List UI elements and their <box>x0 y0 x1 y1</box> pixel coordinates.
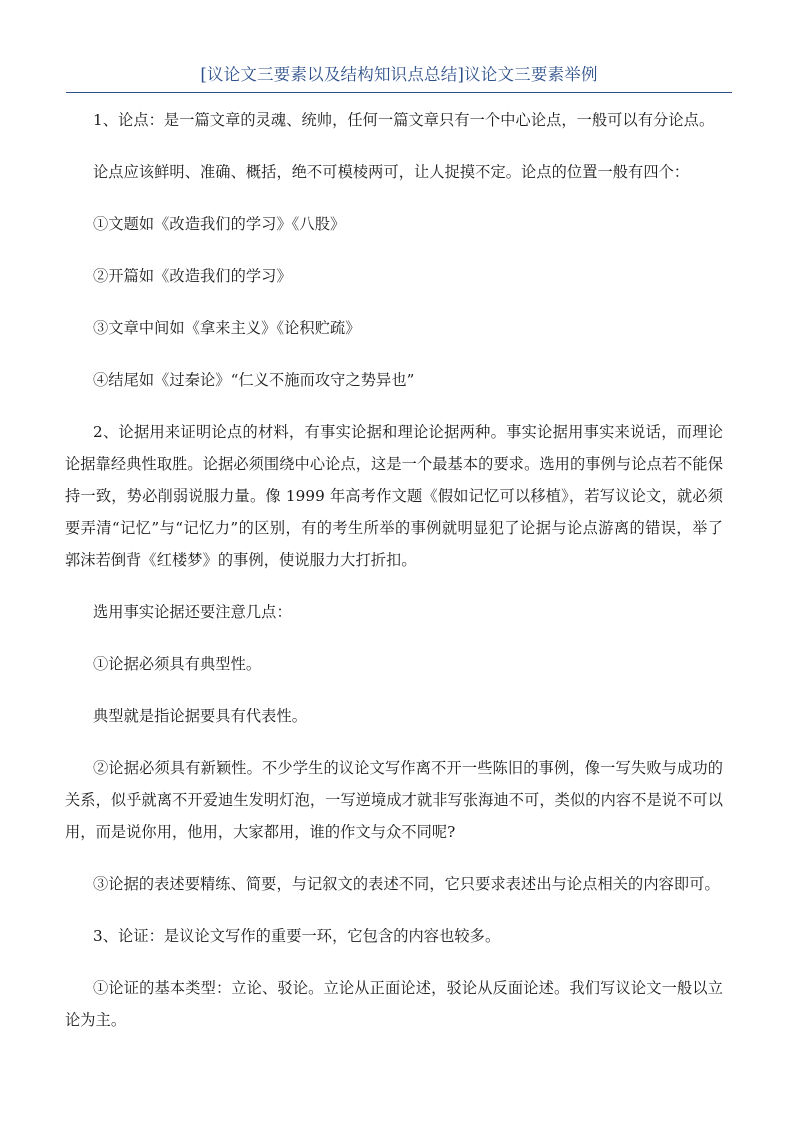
paragraph-evidence: 2、论据用来证明论点的材料，有事实论据和理论论据两种。事实论据用事实来说话，而理论论据靠经典性取胜。论据必须围绕中心论点，这是一个最基本的要求。选用的事例与论点若不能保持一致，势必削弱说服力量。像 1999 年高考作文题《假如记忆可以移植》，若写议论文，就必须要弄清“记忆”与“记忆力”的区别，有的考生所举的事例就明显犯了论据与论点游离的错误，举了郭沫若倒背《红楼梦》的事例，使说服力大打折扣。 <box>65 423 723 569</box>
paragraph-argumentation: 3、论证：是议论文写作的重要一环，它包含的内容也较多。 <box>93 927 501 945</box>
list-item-concise: ③论据的表述要精练、简要，与记叙文的表述不同，它只要求表述出与论点相关的内容即可。 <box>93 875 720 893</box>
document-body <box>65 104 723 1036</box>
page-header-title: [议论文三要素以及结构知识点总结]议论文三要素举例 <box>200 65 598 84</box>
paragraph-typical-explanation: 典型就是指论据要具有代表性。 <box>93 707 308 725</box>
list-item-position-opening: ②开篇如《改造我们的学习》 <box>93 267 292 285</box>
list-item-typical: ①论据必须具有典型性。 <box>93 655 262 673</box>
list-item-position-end: ④结尾如《过秦论》“仁义不施而攻守之势异也” <box>93 371 415 389</box>
list-item-position-title: ①文题如《改造我们的学习》《八股》 <box>93 215 346 233</box>
list-item-position-middle: ③文章中间如《拿来主义》《论积贮疏》 <box>93 319 361 337</box>
paragraph-evidence-notes: 选用事实论据还要注意几点： <box>93 603 292 621</box>
list-item-novelty: ②论据必须具有新颖性。不少学生的议论文写作离不开一些陈旧的事例，像一写失败与成功的关系，似乎就离不开爱迪生发明灯泡，一写逆境成才就非写张海迪不可，类似的内容不是说不可以用，而是说你用，他用，大家都用，谁的作文与众不同呢? <box>65 759 723 841</box>
paragraph-thesis-position: 论点应该鲜明、准确、概括，绝不可模棱两可，让人捉摸不定。论点的位置一般有四个： <box>93 163 690 181</box>
paragraph-thesis-definition: 1、论点：是一篇文章的灵魂、统帅，任何一篇文章只有一个中心论点，一般可以有分论点。 <box>93 111 715 129</box>
header-divider <box>66 92 732 93</box>
list-item-argument-types: ①论证的基本类型：立论、驳论。立论从正面论述，驳论从反面论述。我们写议论文一般以立论为主。 <box>65 979 723 1029</box>
